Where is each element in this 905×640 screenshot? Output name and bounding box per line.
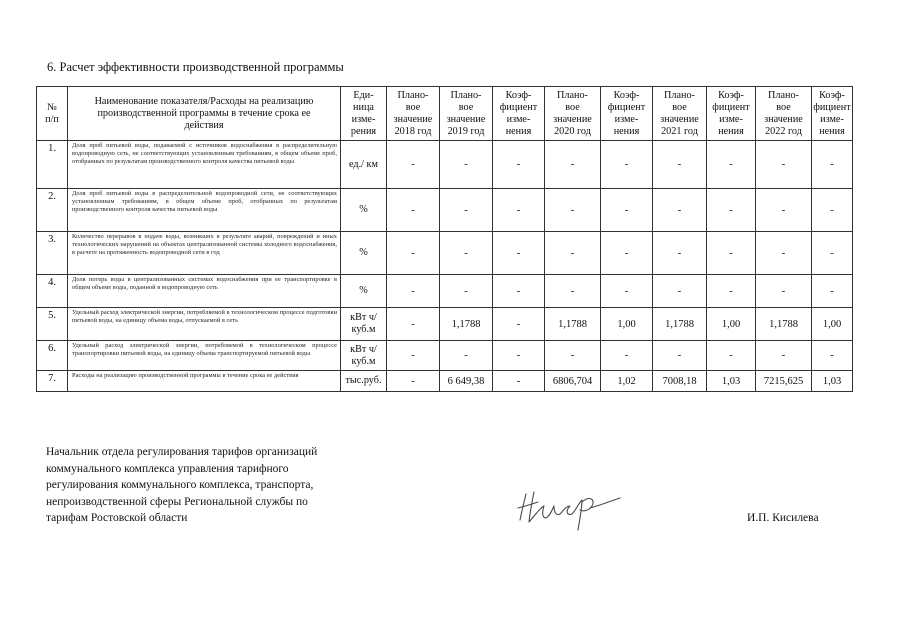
value-cell: - <box>545 341 601 371</box>
value-cell: 1,00 <box>601 308 653 341</box>
table-row <box>37 275 853 308</box>
value-cell: - <box>707 141 756 189</box>
table-row <box>37 141 853 189</box>
row-number: 1. <box>37 141 68 189</box>
value-cell: - <box>387 341 440 371</box>
value-cell: - <box>812 275 853 308</box>
value-cell: - <box>601 141 653 189</box>
header-coef-2022: Коэф- фициент изме- нения <box>812 87 853 141</box>
value-cell: 7008,18 <box>653 371 707 392</box>
value-cell: 6 649,38 <box>440 371 493 392</box>
signer-position <box>46 444 376 527</box>
header-unit: Еди- ница изме- рения <box>341 87 387 141</box>
value-cell: - <box>812 341 853 371</box>
signer-line: тарифам Ростовской области <box>46 512 188 525</box>
header-plan-2022: Плано- вое значение 2022 год <box>756 87 812 141</box>
table-body <box>37 141 853 392</box>
header-plan-2021: Плано- вое значение 2021 год <box>653 87 707 141</box>
value-cell: - <box>493 341 545 371</box>
value-cell: 1,02 <box>601 371 653 392</box>
handwritten-signature <box>512 480 624 536</box>
value-cell: - <box>387 141 440 189</box>
value-cell: - <box>387 371 440 392</box>
signer-line: непроизводственной сферы Региональной службы по <box>46 495 308 508</box>
value-cell: - <box>387 275 440 308</box>
indicator-name: Удельный расход электрической энергии, потребляемой в технологическом процессе подготовки питьевой воды, на единицу объема воды, отпускаемой в сеть <box>68 308 341 341</box>
unit-cell: % <box>341 232 387 275</box>
row-number: 5. <box>37 308 68 341</box>
value-cell: 1,00 <box>812 308 853 341</box>
value-cell: - <box>756 341 812 371</box>
value-cell: - <box>493 308 545 341</box>
row-number: 3. <box>37 232 68 275</box>
signer-name: И.П. Кисилева <box>747 512 819 524</box>
unit-cell: % <box>341 189 387 232</box>
value-cell: - <box>387 308 440 341</box>
value-cell: 1,1788 <box>653 308 707 341</box>
value-cell: 1,03 <box>812 371 853 392</box>
value-cell: - <box>545 141 601 189</box>
value-cell: - <box>756 141 812 189</box>
value-cell: - <box>707 341 756 371</box>
signer-line: Начальник отдела регулирования тарифов организаций <box>46 446 318 458</box>
value-cell: 7215,625 <box>756 371 812 392</box>
header-name: Наименование показателя/Расходы на реализацию производственной программы в течение срока ее действия <box>68 87 341 141</box>
value-cell: - <box>493 232 545 275</box>
value-cell: 6806,704 <box>545 371 601 392</box>
value-cell: - <box>493 371 545 392</box>
unit-cell: кВт ч/куб.м <box>341 308 387 341</box>
indicator-name: Удельный расход электрической энергии, потребляемой в технологическом процессе транспортировки питьевой воды, на единицу объема транспортируемой питьевой воды <box>68 341 341 371</box>
value-cell: - <box>756 189 812 232</box>
header-row <box>37 87 853 141</box>
value-cell: - <box>707 275 756 308</box>
table-header <box>37 87 853 141</box>
value-cell: 1,1788 <box>440 308 493 341</box>
table-row <box>37 371 853 392</box>
value-cell: - <box>387 232 440 275</box>
value-cell: - <box>440 141 493 189</box>
row-number: 6. <box>37 341 68 371</box>
header-num: № п/п <box>37 87 68 141</box>
unit-cell: ед./ км <box>341 141 387 189</box>
unit-cell: тыс.руб. <box>341 371 387 392</box>
value-cell: - <box>756 275 812 308</box>
value-cell: 1,00 <box>707 308 756 341</box>
value-cell: - <box>812 232 853 275</box>
section-title: 6. Расчет эффективности производственной программы <box>47 60 344 74</box>
value-cell: - <box>653 141 707 189</box>
table-row <box>37 341 853 371</box>
indicator-name: Доля проб питьевой воды, подаваемой с источников водоснабжения в распределительную водопроводную сеть, не соответствующих установленным требованиям, в общем объеме проб, отобранных по результатам производственного контроля качества питьевой воды <box>68 141 341 189</box>
header-plan-2019: Плано- вое значение 2019 год <box>440 87 493 141</box>
value-cell: 1,1788 <box>756 308 812 341</box>
value-cell: - <box>812 189 853 232</box>
value-cell: - <box>653 232 707 275</box>
value-cell: - <box>493 189 545 232</box>
value-cell: - <box>653 189 707 232</box>
header-coef-2020: Коэф- фициент изме- нения <box>601 87 653 141</box>
value-cell: - <box>653 275 707 308</box>
value-cell: - <box>601 275 653 308</box>
row-number: 2. <box>37 189 68 232</box>
value-cell: - <box>440 341 493 371</box>
value-cell: - <box>545 189 601 232</box>
value-cell: - <box>812 141 853 189</box>
header-plan-2020: Плано- вое значение 2020 год <box>545 87 601 141</box>
value-cell: - <box>440 189 493 232</box>
indicator-name: Количество перерывов в подаче воды, возникших в результате аварий, повреждений и иных технологических нарушений на объектах централизованной системы холодного водоснабжения, в расчете на протяженность водопроводной сети в год <box>68 232 341 275</box>
header-coef-2019: Коэф- фициент изме- нения <box>493 87 545 141</box>
value-cell: 1,1788 <box>545 308 601 341</box>
indicator-name: Доля потерь воды в централизованных системах водоснабжения при ее транспортировке в общем объеме воды, поданной в водопроводную сеть <box>68 275 341 308</box>
value-cell: - <box>756 232 812 275</box>
table-row <box>37 189 853 232</box>
value-cell: - <box>440 275 493 308</box>
value-cell: - <box>707 232 756 275</box>
unit-cell: % <box>341 275 387 308</box>
indicator-name: Расходы на реализацию производственной программы в течение срока ее действия <box>68 371 341 392</box>
signer-line: регулирования коммунального комплекса, транспорта, <box>46 479 314 492</box>
value-cell: - <box>653 341 707 371</box>
header-plan-2018: Плано- вое значение 2018 год <box>387 87 440 141</box>
value-cell: - <box>493 275 545 308</box>
value-cell: - <box>440 232 493 275</box>
value-cell: 1,03 <box>707 371 756 392</box>
value-cell: - <box>601 341 653 371</box>
value-cell: - <box>387 189 440 232</box>
value-cell: - <box>545 275 601 308</box>
table-row <box>37 308 853 341</box>
table-row <box>37 232 853 275</box>
value-cell: - <box>545 232 601 275</box>
value-cell: - <box>601 189 653 232</box>
signer-line: коммунального комплекса управления тарифного <box>46 462 289 475</box>
value-cell: - <box>601 232 653 275</box>
unit-cell: кВт ч/куб.м <box>341 341 387 371</box>
indicator-name: Доля проб питьевой воды в распределительной водопроводной сети, не соответствующих установленным требованиям, в общем объеме проб, отобранных по результатам производственного контроля качества питьевой воды <box>68 189 341 232</box>
row-number: 7. <box>37 371 68 392</box>
header-coef-2021: Коэф- фициент изме- нения <box>707 87 756 141</box>
efficiency-table <box>36 86 853 392</box>
value-cell: - <box>493 141 545 189</box>
row-number: 4. <box>37 275 68 308</box>
value-cell: - <box>707 189 756 232</box>
